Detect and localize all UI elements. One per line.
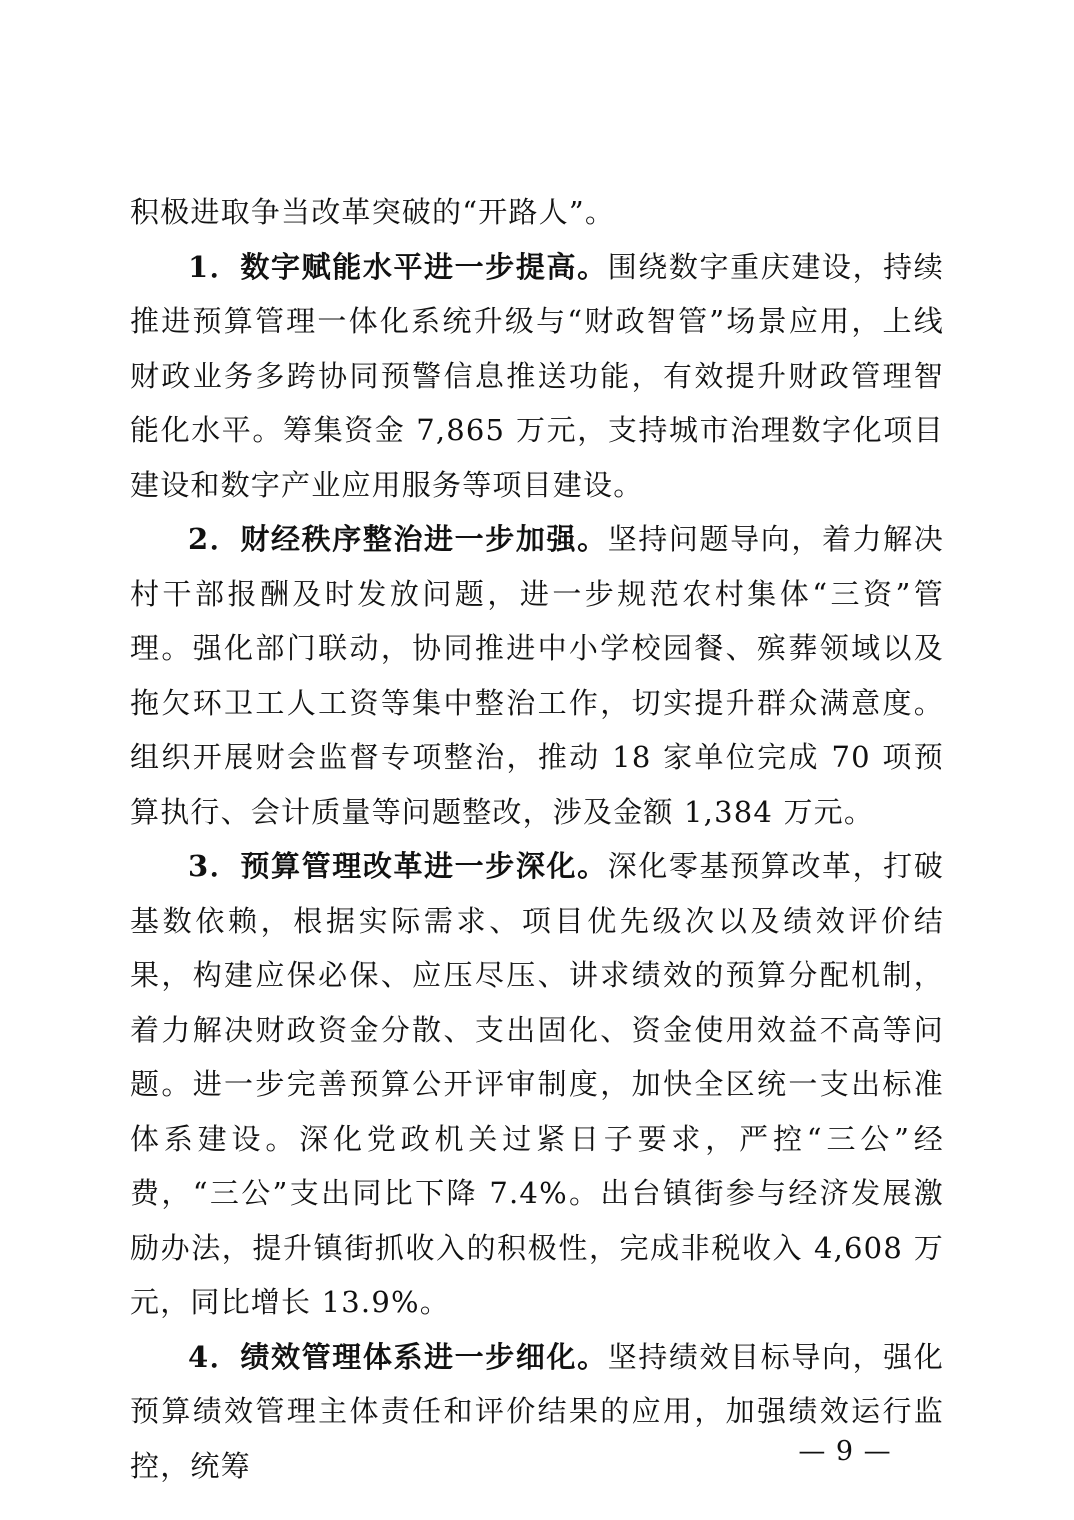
section-heading: 2．财经秩序整治进一步加强。 — [188, 522, 608, 556]
document-body — [130, 185, 944, 1493]
page-number: — 9 — — [798, 1436, 892, 1467]
paragraph-text: 坚持绩效目标导向，强化预算绩效管理主体责任和评价结果的应用，加强绩效运行监控，统筹 — [130, 1339, 944, 1483]
paragraph-continuation — [130, 185, 944, 240]
section-heading: 1．数字赋能水平进一步提高。 — [188, 249, 608, 284]
paragraph-budget-reform — [130, 839, 944, 1330]
paragraph-text: 围绕数字重庆建设，持续推进预算管理一体化系统升级与“财政智管”场景应用，上线财政业务多跨协同预警信息推送功能，有效提升财政管理智能化水平。筹集资金 7,865 万元，支持城市治理数字化项目建设和数字产业应用服务等项目建设。 — [130, 249, 944, 502]
paragraph-text: 坚持问题导向，着力解决村干部报酬及时发放问题，进一步规范农村集体“三资”管理。强化部门联动，协同推进中小学校园餐、殡葬领域以及拖欠环卫工人工资等集中整治工作，切实提升群众满意度。组织开展财会监督专项整治，推动 18 家单位完成 70 项预算执行、会计质量等问题整改，涉及金额 1,384 万元。 — [130, 522, 944, 829]
paragraph-digital-empowerment — [130, 240, 944, 513]
paragraph-fiscal-order — [130, 512, 944, 839]
paragraph-text: 积极进取争当改革突破的“开路人”。 — [130, 195, 616, 229]
paragraph-text: 深化零基预算改革，打破基数依赖，根据实际需求、项目优先级次以及绩效评价结果，构建应保必保、应压尽压、讲求绩效的预算分配机制，着力解决财政资金分散、支出固化、资金使用效益不高等问题。进一步完善预算公开评审制度，加快全区统一支出标准体系建设。深化党政机关过紧日子要求，严控“三公”经费，“三公”支出同比下降 7.4%。出台镇街参与经济发展激励办法，提升镇街抓收入的积极性，完成非税收入 4,608 万元，同比增长 13.9%。 — [130, 849, 944, 1319]
section-heading: 3．预算管理改革进一步深化。 — [188, 849, 608, 883]
section-heading: 4．绩效管理体系进一步细化。 — [188, 1339, 608, 1374]
